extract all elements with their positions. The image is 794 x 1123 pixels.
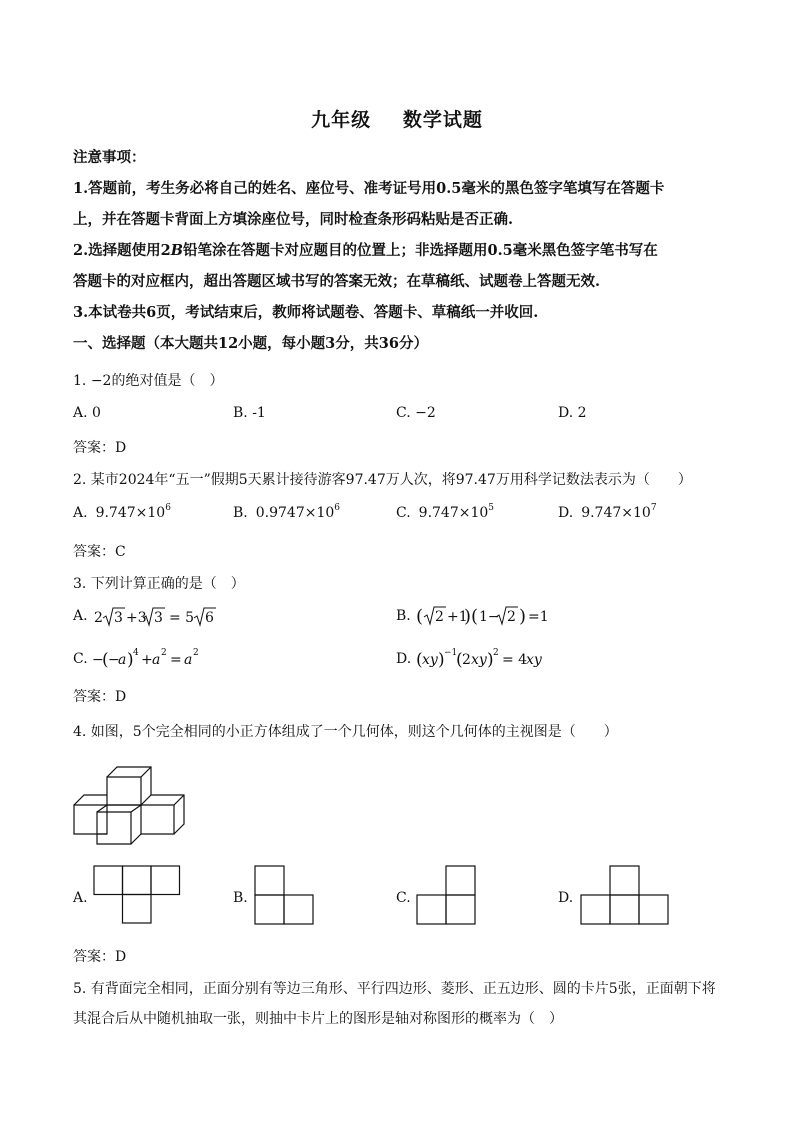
q1-stem	[73, 370, 223, 390]
q4-option-d-figure	[580, 865, 670, 927]
notice-item2-line1	[73, 239, 658, 260]
svg-text:3: 3	[154, 610, 163, 626]
svg-text:2: 2	[193, 648, 199, 658]
q4-label-b: B.	[233, 890, 248, 906]
svg-text:−: −	[108, 652, 120, 668]
svg-text:−1: −1	[444, 648, 458, 658]
q1-answer: 答案：D	[73, 440, 127, 456]
notice-item2-part-a: 2.选择题使用2	[73, 242, 171, 259]
q3-label-d: D.	[396, 651, 412, 667]
q2-option-a	[73, 505, 171, 521]
q2-label-a: A.	[73, 505, 88, 521]
q2-mantissa-d: 9.747×10	[581, 505, 651, 521]
svg-text:−: −	[92, 652, 104, 668]
svg-text:3: 3	[114, 610, 123, 626]
q2-mantissa-b: 0.9747×10	[255, 505, 335, 521]
svg-text:xy: xy	[422, 652, 438, 668]
q3-label-b: B.	[396, 608, 411, 624]
q3-formula-a	[92, 604, 222, 630]
svg-text:(: (	[102, 650, 109, 670]
svg-text:2: 2	[161, 648, 167, 658]
svg-text:2: 2	[435, 609, 444, 625]
q3-label-c: C.	[73, 651, 88, 667]
title-grade: 九年级	[311, 109, 372, 131]
svg-text:a: a	[118, 652, 127, 668]
svg-text:(: (	[416, 606, 424, 627]
q4-option-b-figure	[254, 865, 316, 925]
svg-text:1−: 1−	[479, 609, 500, 625]
q2-label-d: D.	[558, 505, 574, 521]
q2-exponent-c: 5	[488, 503, 495, 513]
svg-text:2: 2	[462, 652, 471, 668]
svg-text:): )	[519, 606, 527, 627]
q5-stem-line2: 其混合后从中随机抽取一张，则抽中卡片上的图形是轴对称图形的概率为（ ）	[73, 1011, 563, 1027]
svg-text:+: +	[141, 652, 153, 668]
q2-stem: 2. 某市2024年“五一”假期5天累计接待游客97.47万人次，将97.47万用科学记数法表示为（ ）	[73, 472, 692, 488]
svg-text:xy: xy	[526, 652, 542, 668]
q2-option-c	[396, 505, 494, 521]
svg-text:(: (	[416, 650, 423, 670]
svg-text:+1: +1	[447, 609, 468, 625]
svg-text:xy: xy	[471, 652, 487, 668]
q2-option-d	[558, 505, 657, 521]
svg-text:): )	[127, 650, 134, 670]
page-title	[0, 105, 794, 132]
q3-label-a: A.	[73, 608, 88, 624]
svg-text:2: 2	[493, 648, 499, 658]
svg-text:= 4: = 4	[502, 652, 528, 668]
q1-option-d: D. 2	[558, 405, 587, 421]
section-heading-choice: 一、选择题（本大题共12小题，每小题3分，共36分）	[73, 335, 428, 352]
q1-number: 1.	[73, 373, 87, 389]
q3-stem: 3. 下列计算正确的是（ ）	[73, 576, 245, 592]
q2-exponent-b: 6	[334, 503, 341, 513]
q2-exponent-a: 6	[165, 503, 171, 513]
q2-exponent-d: 7	[650, 503, 657, 513]
q2-mantissa-a: 9.747×10	[95, 505, 166, 521]
q3-answer: 答案：D	[73, 689, 127, 705]
q4-stem: 4. 如图，5个完全相同的小正方体组成了一个几何体，则这个几何体的主视图是（ ）	[73, 724, 618, 740]
svg-text:=1: =1	[528, 609, 549, 625]
q4-label-d: D.	[558, 890, 574, 906]
svg-text:= 5: = 5	[169, 610, 195, 626]
notice-item3: 3.本试卷共6页，考试结束后，教师将试题卷、答题卡、草稿纸一并收回.	[73, 304, 539, 321]
q1-option-a: A. 0	[73, 405, 101, 421]
svg-text:(: (	[456, 650, 463, 670]
q3-formula-d	[416, 645, 546, 673]
q4-option-c-figure	[416, 865, 478, 925]
notice-item1-line2: 上，并在答题卡背面上方填涂座位号，同时检查条形码粘贴是否正确.	[73, 211, 514, 228]
svg-text:+3: +3	[126, 610, 147, 626]
svg-text:4: 4	[133, 648, 139, 658]
q4-label-a: A.	[73, 890, 88, 906]
svg-text:a: a	[184, 652, 193, 668]
notice-heading: 注意事项：	[73, 149, 146, 166]
svg-text:)(: )(	[464, 606, 479, 627]
q4-answer: 答案：D	[73, 949, 127, 965]
q3-formula-c	[92, 645, 222, 673]
svg-text:a: a	[152, 652, 161, 668]
notice-item2-italic-b: B	[170, 242, 183, 259]
q4-option-a-figure	[93, 865, 181, 925]
svg-text:): )	[487, 650, 494, 670]
q1-math: −2	[90, 373, 112, 389]
notice-item1-line1: 1.答题前，考生务必将自己的姓名、座位号、准考证号用0.5毫米的黑色签字笔填写在答题卡	[73, 180, 665, 197]
q1-option-b: B. -1	[233, 405, 266, 421]
q5-stem-line1: 5. 有背面完全相同，正面分别有等边三角形、平行四边形、菱形、正五边形、圆的卡片5张，正面朝下将	[73, 981, 716, 997]
svg-text:6: 6	[205, 610, 214, 626]
q2-mantissa-c: 9.747×10	[418, 505, 489, 521]
svg-text:): )	[438, 650, 445, 670]
q1-text: 的绝对值是（ ）	[111, 373, 224, 389]
q2-label-b: B.	[233, 505, 248, 521]
svg-text:2: 2	[507, 609, 516, 625]
q3-formula-b	[416, 602, 551, 630]
q2-label-c: C.	[396, 505, 411, 521]
svg-text:=: =	[170, 652, 182, 668]
q4-label-c: C.	[396, 890, 411, 906]
q1-option-c: C. −2	[396, 405, 436, 421]
notice-item2-line2: 答题卡的对应框内，超出答题区域书写的答案无效；在草稿纸、试题卷上答题无效.	[73, 273, 601, 290]
svg-text:2: 2	[94, 610, 103, 626]
title-subject: 数学试题	[402, 109, 483, 131]
q2-answer: 答案：C	[73, 544, 126, 560]
notice-item2-part-c: 铅笔涂在答题卡对应题目的位置上；非选择题用0.5毫米黑色签字笔书写在	[183, 242, 658, 259]
q4-cube-figure	[73, 757, 188, 847]
q2-option-b	[233, 505, 340, 521]
